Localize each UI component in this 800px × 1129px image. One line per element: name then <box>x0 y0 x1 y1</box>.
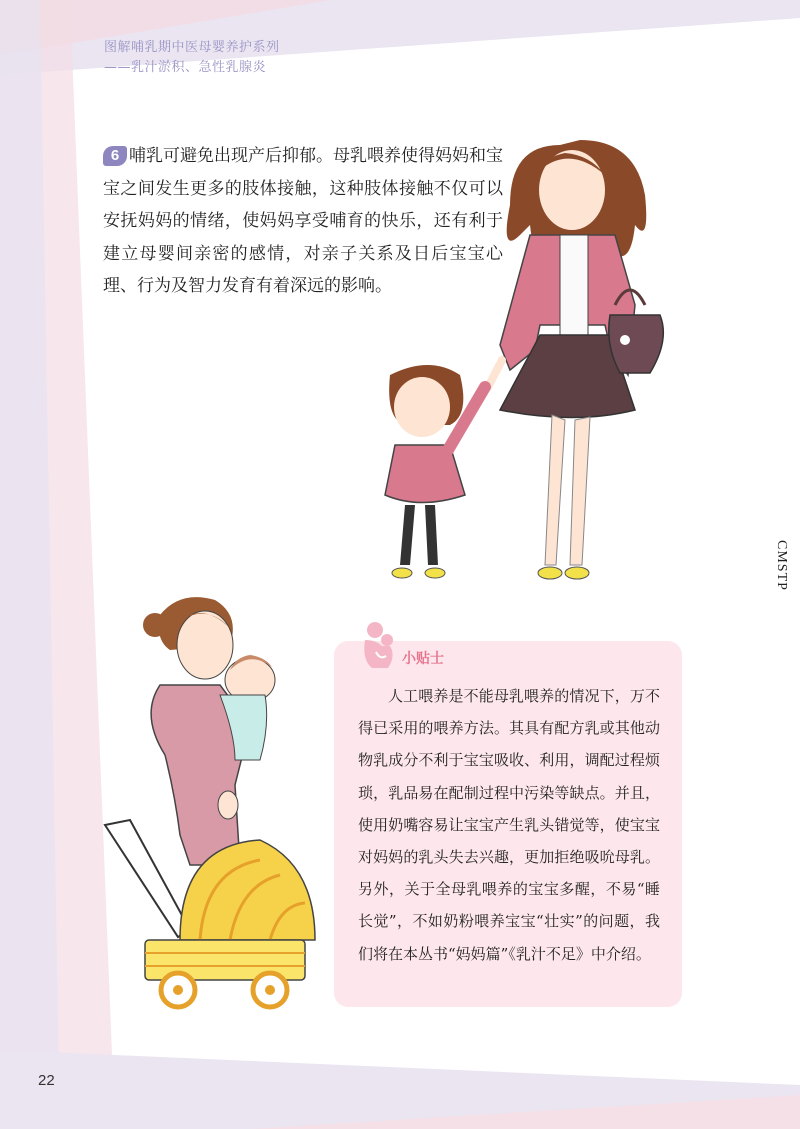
tip-paragraph: 人工喂养是不能母乳喂养的情况下，万不得已采用的喂养方法。其具有配方乳或其他动物乳成分不利于宝宝吸收、利用，调配过程烦琐，乳品易在配制过程中污染等缺点。并且，使用奶嘴容易让宝宝产生乳头错觉等，使宝宝对妈妈的乳头失去兴趣，更加拒绝吸吮母乳。另外，关于全母乳喂养的宝宝多醒，不易“睡长觉”，不如奶粉喂养宝宝“壮实”的问题，我们将在本丛书“妈妈篇”《乳汁不足》中介绍。 <box>358 687 660 963</box>
mother-baby-silhouette-icon <box>360 620 400 670</box>
tip-text <box>358 680 660 970</box>
series-title: 图解哺乳期中医母婴养护系列 <box>104 40 280 55</box>
item-number-badge: 6 <box>103 146 127 166</box>
page-number: 22 <box>38 1072 55 1089</box>
mother-baby-stroller-illustration <box>100 585 325 1015</box>
series-header <box>104 38 280 78</box>
series-subtitle: ——乳汁淤积、急性乳腺炎 <box>104 60 267 75</box>
mother-child-illustration <box>360 125 680 595</box>
publisher-side-label: CMSTP <box>774 540 789 591</box>
main-paragraph-text: 哺乳可避免出现产后抑郁。母乳喂养使得妈妈和宝宝之间发生更多的肢体接触，这种肢体接触不仅可以安抚妈妈的情绪，使妈妈享受哺育的快乐，还有利于建立母婴间亲密的感情，对亲子关系及日后宝宝心理、行为及智力发育有着深远的影响。 <box>103 146 503 296</box>
tip-title: 小贴士 <box>402 651 444 667</box>
